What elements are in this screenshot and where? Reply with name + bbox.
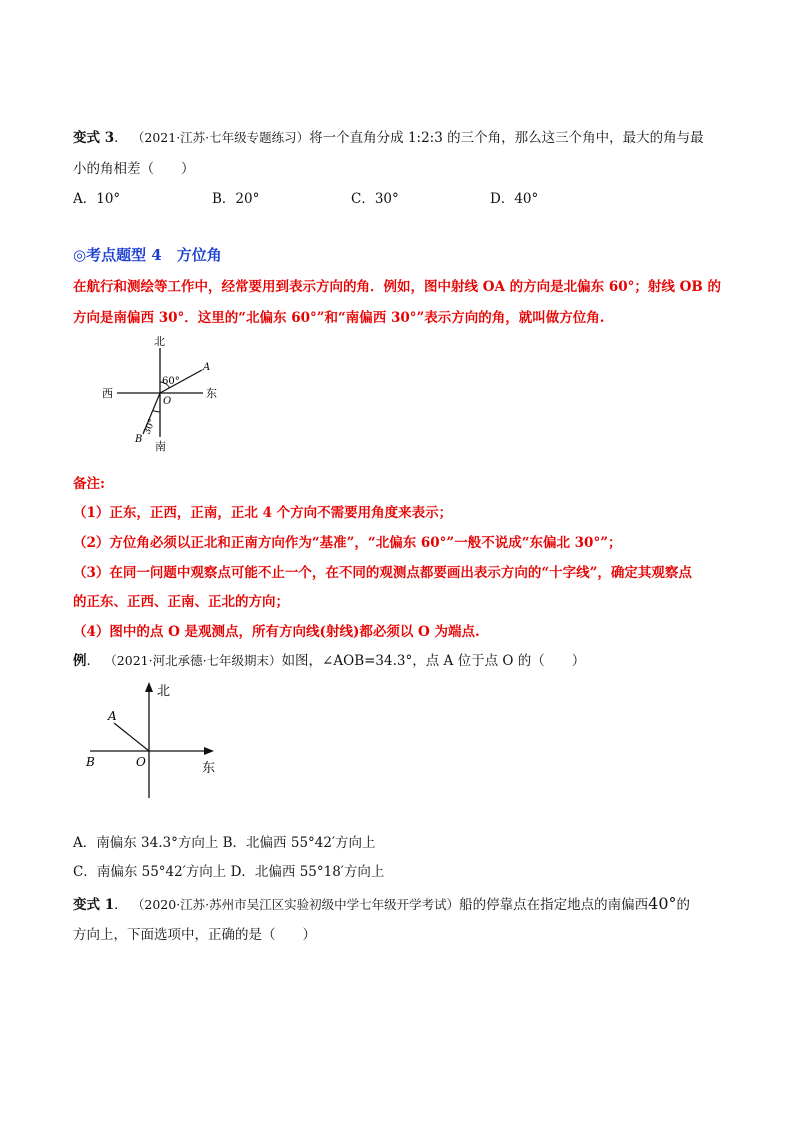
label-west: 西 <box>102 387 113 400</box>
variant1-angle: 40° <box>648 894 677 913</box>
label-angle-60: 60° <box>162 376 180 387</box>
label-east: 东 <box>206 387 217 400</box>
example-label: 例 <box>73 653 87 669</box>
variant3-line1: 变式 3． （2021·江苏·七年级专题练习）将一个直角分成 1:2:3 的三个角，那么这三个角中，最大的角与最 <box>73 130 704 146</box>
section4-heading: ◎考点题型 4 方位角 <box>73 246 222 264</box>
label-angle-30: 30° <box>142 417 158 437</box>
label-point-a: A <box>203 362 211 373</box>
label-north: 北 <box>157 684 171 699</box>
variant1-line1: 变式 1． （2020·江苏·苏州市吴江区实验初级中学七年级开学考试）船的停靠点在指定地点的南偏西40°的 <box>73 894 691 913</box>
variant3-label: 变式 3 <box>73 130 115 146</box>
angle-arc-b <box>153 411 160 413</box>
variant3-source: （2021·江苏·七年级专题练习） <box>131 130 310 145</box>
variant1-stem-part1: 船的停靠点在指定地点的南偏西 <box>459 897 649 913</box>
label-point-b: B <box>135 434 143 445</box>
variant3-option-a: A．10° <box>73 191 121 207</box>
example-source: （2021·河北承德·七年级期末） <box>104 653 282 668</box>
variant1-stem-part2: 的 <box>676 897 691 913</box>
ray-oa <box>114 723 149 751</box>
example-line: 例． （2021·河北承德·七年级期末）如图，∠AOB=34.3°，点 A 位于点 O 的（ ） <box>73 653 586 669</box>
variant1-source: （2020·江苏·苏州市吴江区实验初级中学七年级开学考试） <box>131 897 460 912</box>
section4-intro-line2: 方向是南偏西 30°．这里的“北偏东 60°”和“南偏西 30°”表示方向的角，就叫做方位角. <box>73 310 605 326</box>
compass-figure <box>95 332 235 457</box>
label-point-b: B <box>86 755 95 769</box>
variant1-stem-line2: 方向上，下面选项中，正确的是（ ） <box>73 927 316 943</box>
section4-intro-line1: 在航行和测绘等工作中，经常要用到表示方向的角．例如，图中射线 OA 的方向是北偏东 60°；射线 OB 的 <box>73 279 721 295</box>
label-east: 东 <box>202 761 216 776</box>
note-item-2: （2）方位角必须以正北和正南方向作为“基准”，“北偏东 60°”一般不说成“东偏北 30°”； <box>73 535 622 551</box>
east-arrow-icon <box>204 747 214 755</box>
note-item-3: （3）在同一问题中观察点可能不止一个，在不同的观测点都要画出表示方向的“十字线”，确定其观察点 <box>73 565 692 581</box>
variant3-option-c: C．30° <box>351 191 399 207</box>
example-options-line1: A．南偏东 34.3°方向上 B．北偏西 55°42′方向上 <box>73 835 376 851</box>
north-arrow-icon <box>145 682 153 692</box>
label-origin: O <box>136 755 146 769</box>
variant3-option-d: D．40° <box>490 191 539 207</box>
variant3-stem-line1: 将一个直角分成 1:2:3 的三个角，那么这三个角中，最大的角与最 <box>309 130 704 146</box>
example-stem: 如图，∠AOB=34.3°，点 A 位于点 O 的（ ） <box>281 653 586 669</box>
note-item-5: （4）图中的点 O 是观测点，所有方向线(射线)都必须以 O 为端点. <box>73 624 480 640</box>
notes-title: 备注: <box>73 476 105 492</box>
label-point-a: A <box>108 709 117 723</box>
label-origin: O <box>163 396 172 407</box>
variant3-option-b: B．20° <box>212 191 260 207</box>
variant1-label: 变式 1 <box>73 897 115 913</box>
note-item-1: （1）正东，正西，正南，正北 4 个方向不需要用角度来表示； <box>73 505 453 521</box>
example-figure <box>82 678 232 803</box>
example-options-line2: C．南偏东 55°42′方向上 D．北偏西 55°18′方向上 <box>73 864 385 880</box>
label-north: 北 <box>154 335 165 348</box>
variant3-stem-line2: 小的角相差（ ） <box>73 161 195 177</box>
note-item-4: 的正东、正西、正南、正北的方向； <box>73 594 289 610</box>
label-south: 南 <box>155 440 166 453</box>
